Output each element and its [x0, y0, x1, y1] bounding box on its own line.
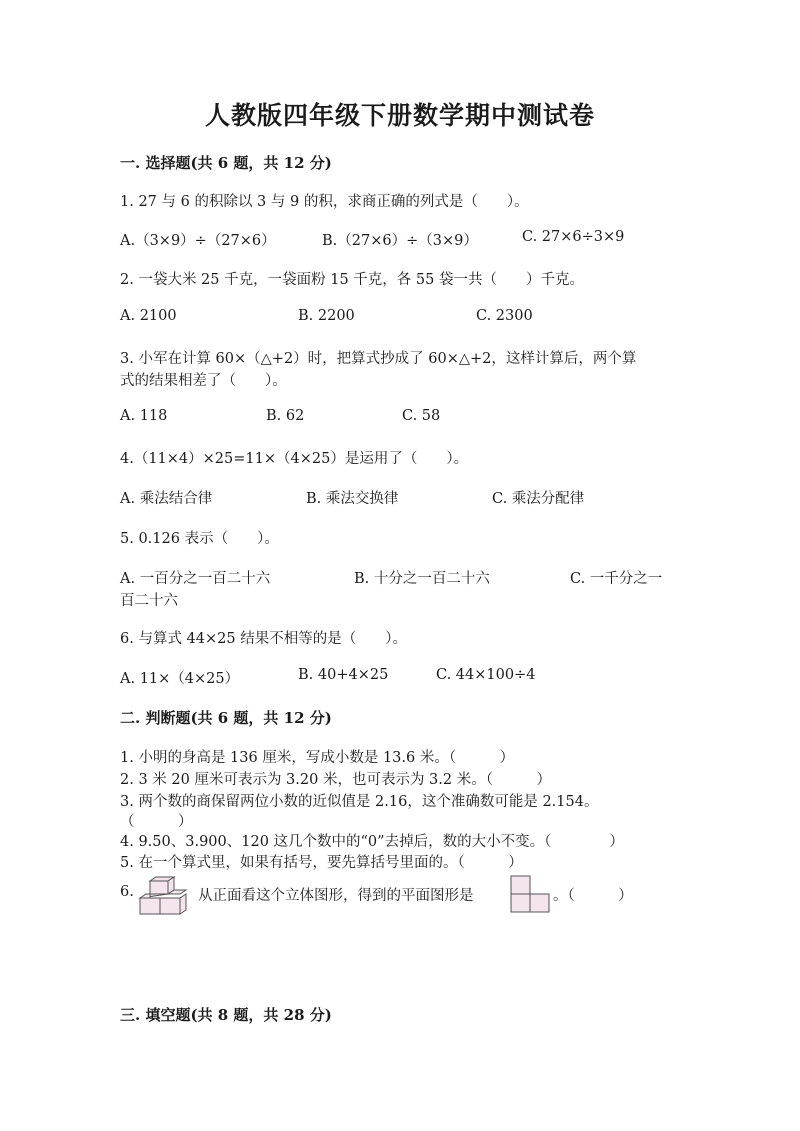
question-4-stem: 4.（11×4）×25=11×（4×25）是运用了（ ）。	[120, 451, 469, 467]
judgement-item-4: 4. 9.50、3.900、120 这几个数中的“0”去掉后，数的大小不变。（ ）	[120, 834, 624, 850]
question-3-stem-line1: 3. 小军在计算 60×（△+2）时，把算式抄成了 60×△+2，这样计算后，两个算	[120, 351, 637, 367]
question-6-option-b: B. 40+4×25	[298, 667, 389, 683]
section-heading-fill-blank: 三. 填空题(共 8 题，共 28 分)	[120, 1006, 332, 1024]
front-view-top-square	[511, 876, 530, 894]
judgement-item-2: 2. 3 米 20 厘米可表示为 3.20 米，也可表示为 3.2 米。（ ）	[120, 772, 551, 788]
solid-top-cube-front-face	[150, 881, 168, 894]
question-4-option-a: A. 乘法结合律	[120, 491, 213, 507]
section-heading-judgement: 二. 判断题(共 6 题，共 12 分)	[120, 709, 332, 727]
question-1-option-c: C. 27×6÷3×9	[522, 229, 625, 245]
question-2-option-b: B. 2200	[298, 308, 355, 324]
solid-bottom-left-front	[140, 898, 160, 914]
question-3-option-c: C. 58	[402, 408, 441, 424]
question-2-option-c: C. 2300	[476, 308, 533, 324]
front-view-figure-icon	[509, 874, 551, 914]
judgement-item-6-number: 6.	[120, 884, 134, 900]
question-4-option-b: B. 乘法交换律	[306, 491, 399, 507]
question-5-option-c-wrap: 百二十六	[120, 593, 178, 609]
question-4-option-c: C. 乘法分配律	[492, 491, 585, 507]
judgement-item-5: 5. 在一个算式里，如果有括号，要先算括号里面的。（ ）	[120, 855, 523, 871]
question-6-option-c: C. 44×100÷4	[436, 667, 536, 683]
solid-bottom-right-front	[160, 898, 180, 914]
question-1-option-b: B.（27×6）÷（3×9）	[322, 233, 478, 249]
question-1-option-a: A.（3×9）÷（27×6）	[120, 233, 276, 249]
judgement-item-3-blank: （ ）	[120, 814, 193, 830]
question-3-option-b: B. 62	[266, 408, 305, 424]
question-6-option-a: A. 11×（4×25）	[120, 671, 240, 687]
judgement-item-3: 3. 两个数的商保留两位小数的近似值是 2.16，这个准确数可能是 2.154。	[120, 794, 599, 810]
judgement-item-6-tail: 。（ ）	[553, 888, 633, 904]
question-3-option-a: A. 118	[120, 408, 168, 424]
solid-bottom-side-face	[180, 894, 186, 914]
question-6-stem: 6. 与算式 44×25 结果不相等的是（ ）。	[120, 631, 407, 647]
front-view-bottom-right-square	[530, 894, 549, 912]
question-2-stem: 2. 一袋大米 25 千克，一袋面粉 15 千克，各 55 袋一共（ ）千克。	[120, 272, 584, 288]
question-5-option-c: C. 一千分之一	[570, 571, 663, 587]
solid-figure-icon	[138, 876, 188, 916]
solid-bottom-left-top	[140, 894, 150, 898]
question-5-stem: 5. 0.126 表示（ ）。	[120, 531, 279, 547]
question-3-stem-line2: 式的结果相差了（ ）。	[120, 373, 287, 389]
judgement-item-1: 1. 小明的身高是 136 厘米，写成小数是 13.6 米。（ ）	[120, 750, 515, 766]
question-1-stem: 1. 27 与 6 的积除以 3 与 9 的积，求商正确的列式是（ ）。	[120, 194, 529, 210]
question-5-option-b: B. 十分之一百二十六	[354, 571, 490, 587]
question-5-option-a: A. 一百分之一百二十六	[120, 571, 271, 587]
section-heading-choice: 一. 选择题(共 6 题，共 12 分)	[120, 154, 332, 172]
front-view-bottom-left-square	[511, 894, 530, 912]
judgement-item-6-text: 从正面看这个立体图形，得到的平面图形是	[198, 888, 474, 904]
page-title: 人教版四年级下册数学期中测试卷	[204, 101, 595, 130]
question-2-option-a: A. 2100	[120, 308, 177, 324]
